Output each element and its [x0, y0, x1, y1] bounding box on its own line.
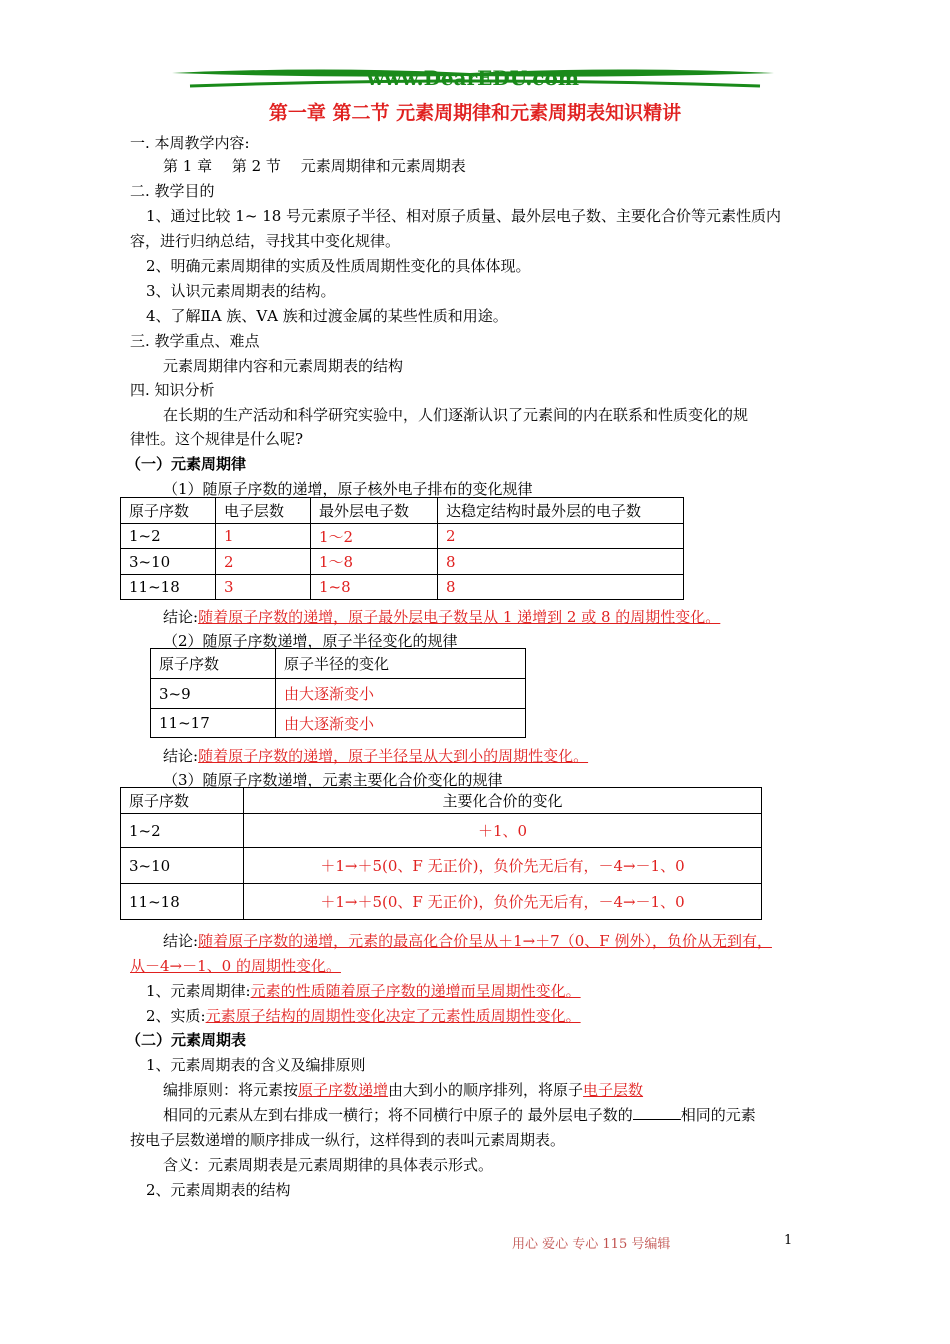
objective-2: 2、明确元素周期律的实质及性质周期性变化的具体体现。: [146, 257, 531, 275]
logo-text: www.DearEDU.com: [366, 66, 579, 90]
intro-para-b: 律性。这个规律是什么呢?: [130, 430, 304, 448]
rule-fill-1: 原子序数递增: [298, 1081, 389, 1099]
objective-3: 3、认识元素周期表的结构。: [146, 282, 336, 300]
table-cell: 1~8: [311, 575, 438, 600]
section-1-content: 第 1 章 第 2 节 元素周期律和元素周期表: [163, 157, 466, 175]
conclusion-label: 结论:: [163, 932, 199, 950]
section-2-heading: 二. 教学目的: [130, 182, 215, 200]
arrangement-rule-b: [163, 1104, 756, 1125]
table-row: [151, 709, 526, 738]
page-title: 第一章 第二节 元素周期律和元素周期表知识精讲: [268, 102, 682, 124]
part-2-heading: （二）元素周期表: [126, 1031, 247, 1049]
conclusion-2: [163, 745, 588, 766]
table-row: [121, 575, 684, 600]
conclusion-3a-text: 随着原子序数的递增，元素的最高化合价呈从＋1→＋7（0、F 例外），负价从无到有，: [198, 932, 772, 950]
rule-blank: [633, 1107, 681, 1120]
conclusion-2-text: 随着原子序数的递增，原子半径呈从大到小的周期性变化。: [198, 747, 589, 765]
table-cell: 1: [216, 524, 311, 549]
objective-1b: 容，进行归纳总结，寻找其中变化规律。: [130, 232, 401, 250]
table-row: [121, 549, 684, 575]
table-row: [121, 524, 684, 549]
table-cell: 2: [438, 524, 684, 549]
table-cell: 3~10: [121, 848, 244, 884]
table-row: [151, 679, 526, 709]
rule-text: 相同的元素从左到右排成一横行；将不同横行中原子的 最外层电子数的: [163, 1106, 633, 1124]
section-1-heading: 一. 本周教学内容:: [130, 134, 250, 152]
arrangement-rule-a: [163, 1079, 643, 1100]
table-cell: 1～8: [311, 549, 438, 575]
table-cell: 3~10: [121, 549, 216, 575]
table-2-caption: （2）随原子序数递增，原子半径变化的规律: [163, 632, 458, 650]
footer-text: 用心 爱心 专心 115 号编辑: [512, 1237, 671, 1252]
table-cell: 1~2: [121, 814, 244, 848]
conclusion-3a: [163, 930, 772, 951]
table-header-row: [121, 498, 684, 524]
part-1-heading: （一）元素周期律: [126, 455, 247, 473]
table-1-caption: （1）随原子序数的递增，原子核外电子排布的变化规律: [163, 480, 533, 498]
periodic-law-line: [146, 980, 581, 1001]
table-cell: ＋1→＋5(0、F 无正价)，负价先无后有，－4→－1、0: [244, 848, 762, 884]
table-cell: ＋1、0: [244, 814, 762, 848]
table-cell: 1~2: [121, 524, 216, 549]
site-logo: [170, 64, 776, 92]
essence-line: [146, 1005, 581, 1026]
table-header-cell: 原子半径的变化: [276, 649, 526, 679]
table-cell: 8: [438, 575, 684, 600]
table-cell: 3~9: [151, 679, 276, 709]
conclusion-3b: 从－4→－1、0 的周期性变化。: [130, 957, 341, 975]
rule-text: 编排原则：将元素按: [163, 1081, 299, 1099]
table-cell: 8: [438, 549, 684, 575]
section-3-heading: 三. 教学重点、难点: [130, 332, 260, 350]
rule-text: 相同的元素: [680, 1106, 756, 1124]
table-header-cell: 原子序数: [121, 788, 244, 814]
table-header-cell: 最外层电子数: [311, 498, 438, 524]
table-cell: 11~18: [121, 575, 216, 600]
essence-label: 2、实质:: [146, 1007, 206, 1025]
table-header-cell: 主要化合价的变化: [244, 788, 762, 814]
part-2-item-2: 2、元素周期表的结构: [146, 1181, 291, 1199]
conclusion-label: 结论:: [163, 608, 199, 626]
table-cell: 11~17: [151, 709, 276, 738]
objective-1a: 1、通过比较 1~ 18 号元素原子半径、相对原子质量、最外层电子数、主要化合价等元素性质内: [146, 207, 782, 225]
part-2-item-1: 1、元素周期表的含义及编排原则: [146, 1056, 366, 1074]
table-header-cell: 电子层数: [216, 498, 311, 524]
page-number: 1: [784, 1233, 793, 1248]
section-3-content: 元素周期律内容和元素周期表的结构: [163, 357, 404, 375]
table-3-caption: （3）随原子序数递增，元素主要化合价变化的规律: [163, 771, 503, 789]
table-header-row: [121, 788, 762, 814]
table-row: [121, 814, 762, 848]
table-cell: 11~18: [121, 884, 244, 920]
electron-layer-table: [120, 497, 684, 600]
table-cell: 由大逐渐变小: [276, 679, 526, 709]
table-header-cell: 达稳定结构时最外层的电子数: [438, 498, 684, 524]
section-4-heading: 四. 知识分析: [130, 381, 215, 399]
table-cell: 3: [216, 575, 311, 600]
conclusion-label: 结论:: [163, 747, 199, 765]
periodic-law-text: 元素的性质随着原子序数的递增而呈周期性变化。: [250, 982, 581, 1000]
table-header-cell: 原子序数: [121, 498, 216, 524]
arrangement-rule-c: 按电子层数递增的顺序排成一纵行，这样得到的表叫元素周期表。: [130, 1131, 566, 1149]
table-header-row: [151, 649, 526, 679]
essence-text: 元素原子结构的周期性变化决定了元素性质周期性变化。: [205, 1007, 581, 1025]
conclusion-1-text: 随着原子序数的递增，原子最外层电子数呈从 1 递增到 2 或 8 的周期性变化。: [198, 608, 721, 626]
table-row: [121, 848, 762, 884]
table-cell: 1～2: [311, 524, 438, 549]
table-cell: 由大逐渐变小: [276, 709, 526, 738]
table-cell: ＋1→＋5(0、F 无正价)，负价先无后有，－4→－1、0: [244, 884, 762, 920]
periodic-law-label: 1、元素周期律:: [146, 982, 251, 1000]
valence-table: [120, 787, 762, 920]
table-cell: 2: [216, 549, 311, 575]
conclusion-1: [163, 606, 720, 627]
intro-para-a: 在长期的生产活动和科学研究实验中，人们逐渐认识了元素间的内在联系和性质变化的规: [163, 406, 749, 424]
table-row: [121, 884, 762, 920]
rule-text: 由大到小的顺序排列，将原子: [388, 1081, 584, 1099]
objective-4: 4、了解ⅡA 族、ⅤA 族和过渡金属的某些性质和用途。: [146, 307, 508, 325]
periodic-table-meaning: 含义：元素周期表是元素周期律的具体表示形式。: [163, 1156, 494, 1174]
table-header-cell: 原子序数: [151, 649, 276, 679]
rule-fill-2: 电子层数: [583, 1081, 644, 1099]
atomic-radius-table: [150, 648, 526, 738]
